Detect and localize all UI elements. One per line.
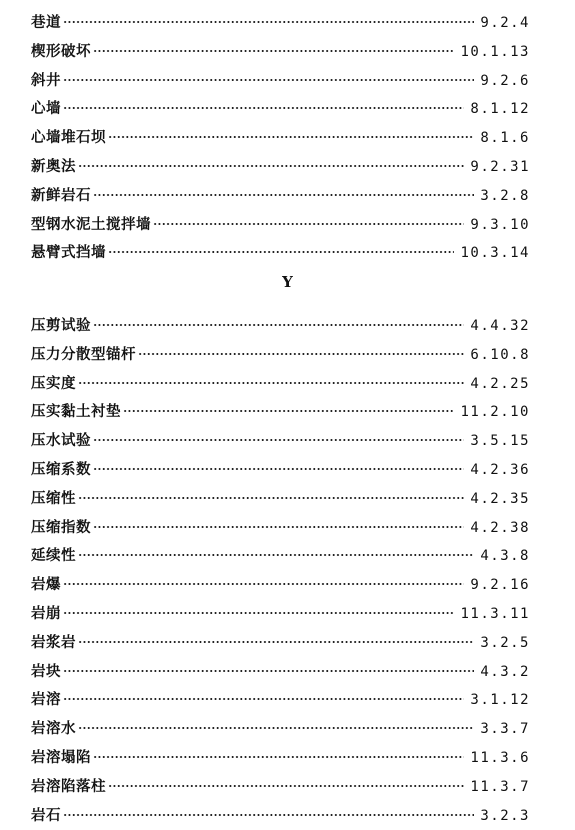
dot-leader [93, 756, 464, 758]
index-list-top [31, 9, 530, 268]
dot-leader [63, 21, 474, 23]
dot-leader [78, 727, 474, 729]
index-entry [31, 398, 530, 427]
index-ref: 9.2.6 [480, 72, 530, 89]
index-term: 悬臂式挡墙 [31, 244, 106, 262]
index-ref: 3.1.12 [470, 692, 530, 709]
index-ref: 4.2.36 [470, 461, 530, 478]
dot-leader [63, 814, 474, 816]
index-entry [31, 514, 530, 543]
dot-leader [78, 641, 474, 643]
index-term: 岩爆 [31, 576, 61, 594]
index-ref: 10.1.13 [460, 43, 530, 60]
dot-leader [63, 670, 474, 672]
index-entry [31, 9, 530, 38]
index-ref: 8.1.6 [480, 130, 530, 147]
dot-leader [123, 410, 454, 412]
index-term: 压实黏土衬垫 [31, 403, 121, 421]
index-ref: 3.3.7 [480, 721, 530, 738]
index-ref: 11.3.11 [460, 605, 530, 622]
index-ref: 9.3.10 [470, 216, 530, 233]
index-term: 压力分散型锚杆 [31, 345, 136, 363]
dot-leader [63, 79, 474, 81]
dot-leader [78, 554, 474, 556]
dot-leader [93, 324, 464, 326]
index-entry [31, 802, 530, 830]
index-term: 楔形破坏 [31, 42, 91, 60]
index-entry [31, 312, 530, 341]
index-term: 岩溶塌陷 [31, 748, 91, 766]
index-list-y [31, 312, 530, 830]
dot-leader [63, 583, 464, 585]
index-term: 新奥法 [31, 157, 76, 175]
index-ref: 4.2.25 [470, 375, 530, 392]
index-entry [31, 427, 530, 456]
index-entry [31, 658, 530, 687]
index-term: 岩崩 [31, 604, 61, 622]
index-entry [31, 485, 530, 514]
dot-leader [108, 136, 474, 138]
index-ref: 10.3.14 [460, 245, 530, 262]
dot-leader [63, 612, 454, 614]
index-entry [31, 182, 530, 211]
index-entry [31, 715, 530, 744]
dot-leader [108, 785, 464, 787]
dot-leader [93, 194, 474, 196]
index-term: 心墙 [31, 100, 61, 118]
index-ref: 3.5.15 [470, 433, 530, 450]
index-term: 压缩性 [31, 489, 76, 507]
index-ref: 11.3.7 [470, 778, 530, 795]
dot-leader [93, 468, 464, 470]
index-ref: 6.10.8 [470, 346, 530, 363]
index-term: 斜井 [31, 71, 61, 89]
index-entry [31, 456, 530, 485]
index-entry [31, 95, 530, 124]
index-ref: 4.2.38 [470, 519, 530, 536]
dot-leader [78, 382, 464, 384]
index-entry [31, 744, 530, 773]
index-ref: 9.2.31 [470, 158, 530, 175]
dot-leader [78, 497, 464, 499]
index-ref: 3.2.8 [480, 187, 530, 204]
dot-leader [153, 223, 464, 225]
index-entry [31, 124, 530, 153]
index-entry [31, 153, 530, 182]
index-term: 型钢水泥土搅拌墙 [31, 215, 151, 233]
index-entry [31, 370, 530, 399]
index-entry [31, 773, 530, 802]
index-term: 压实度 [31, 374, 76, 392]
index-ref: 3.2.3 [480, 807, 530, 824]
index-entry [31, 67, 530, 96]
index-term: 心墙堆石坝 [31, 129, 106, 147]
index-ref: 11.3.6 [470, 749, 530, 766]
index-ref: 3.2.5 [480, 634, 530, 651]
index-ref: 11.2.10 [460, 404, 530, 421]
index-term: 岩块 [31, 662, 61, 680]
index-entry [31, 341, 530, 370]
section-heading: Y [282, 273, 293, 291]
index-term: 岩浆岩 [31, 633, 76, 651]
index-entry [31, 211, 530, 240]
index-entry [31, 542, 530, 571]
index-term: 压水试验 [31, 432, 91, 450]
index-ref: 4.3.8 [480, 548, 530, 565]
dot-leader [93, 439, 464, 441]
index-term: 压剪试验 [31, 317, 91, 334]
index-entry [31, 239, 530, 268]
index-ref: 9.2.4 [480, 15, 530, 31]
dot-leader [63, 698, 464, 700]
index-entry [31, 629, 530, 658]
index-ref: 8.1.12 [470, 101, 530, 118]
index-term: 新鲜岩石 [31, 186, 91, 204]
dot-leader [93, 526, 464, 528]
index-ref: 9.2.16 [470, 577, 530, 594]
dot-leader [93, 50, 454, 52]
index-entry [31, 600, 530, 629]
index-ref: 4.2.35 [470, 490, 530, 507]
index-term: 岩溶陷落柱 [31, 777, 106, 795]
index-term: 岩溶 [31, 691, 61, 709]
dot-leader [63, 107, 464, 109]
index-term: 压缩指数 [31, 518, 91, 536]
index-entry [31, 571, 530, 600]
index-term: 压缩系数 [31, 460, 91, 478]
index-term: 巷道 [31, 14, 61, 31]
index-entry [31, 38, 530, 67]
index-term: 延续性 [31, 547, 76, 565]
dot-leader [138, 353, 464, 355]
index-ref: 4.4.32 [470, 318, 530, 334]
index-term: 岩石 [31, 806, 61, 824]
dot-leader [78, 165, 464, 167]
index-term: 岩溶水 [31, 720, 76, 738]
index-entry [31, 686, 530, 715]
index-ref: 4.3.2 [480, 663, 530, 680]
dot-leader [108, 251, 454, 253]
